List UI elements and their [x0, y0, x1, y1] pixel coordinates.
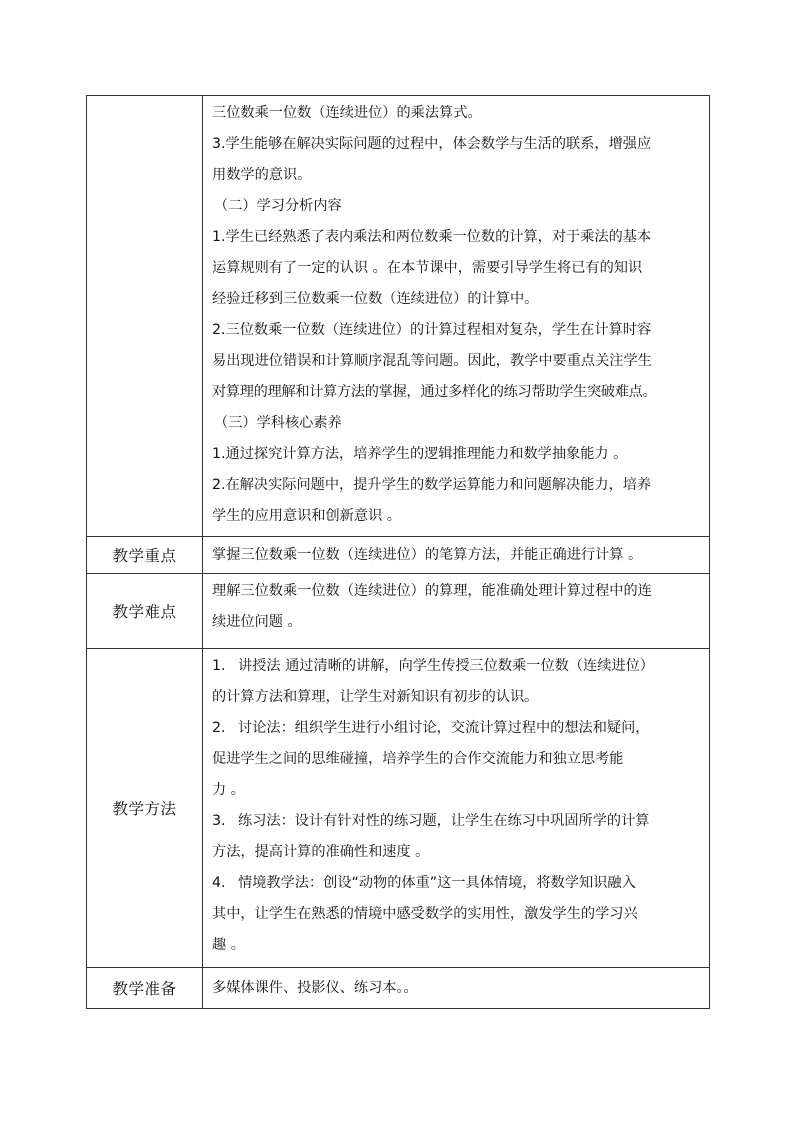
method-item-3	[212, 806, 709, 868]
row-label-preparation: 教学准备	[87, 968, 203, 1009]
text-line: 用数学的意识。	[212, 167, 312, 183]
heading-text: （三）学科核心素养	[214, 415, 342, 431]
text-line: 易出现进位错误和计算顺序混乱等问题。因此，教学中要重点关注学生	[212, 353, 652, 369]
list-number: 3.	[212, 813, 226, 829]
text-line: 方法，提高计算的准确性和速度 。	[212, 844, 430, 860]
core-item-2	[212, 470, 709, 532]
text-line: 的计算方法和算理，让学生对新知识有初步的认识。	[212, 689, 539, 705]
text-line: 多媒体课件、投影仪、练习本。。	[212, 979, 418, 996]
method-item-1	[212, 651, 709, 713]
text-line: 其中，让学生在熟悉的情境中感受数学的实用性，激发学生的学习兴	[212, 906, 638, 922]
text-line: 对算理的理解和计算方法的掌握，通过多样化的练习帮助学生突破难点。	[212, 384, 657, 400]
objective-item-3	[212, 129, 709, 191]
text-line: 理解三位数乘一位数（连续进位）的算理，能准确处理计算过程中的连	[212, 583, 652, 599]
text-line: 续进位问题 。	[212, 614, 302, 630]
preparation-content-cell	[203, 968, 710, 1009]
text-line: 力 。	[212, 782, 245, 798]
focus-row	[87, 537, 710, 574]
method-item-4	[212, 868, 709, 961]
analysis-item-2	[212, 315, 709, 408]
section-heading-analysis	[212, 191, 709, 222]
row-label-difficulty: 教学难点	[87, 574, 203, 649]
objective-continuation	[212, 98, 709, 129]
text-line: 2.三位数乘一位数（连续进位）的计算过程相对复杂，学生在计算时容	[212, 322, 652, 338]
text-line: 促进学生之间的思维碰撞，培养学生的合作交流能力和独立思考能	[212, 751, 624, 767]
row-label-empty	[87, 96, 203, 537]
text-line: 1.学生已经熟悉了表内乘法和两位数乘一位数的计算，对于乘法的基本	[212, 229, 652, 245]
difficulty-content-cell	[203, 574, 710, 649]
preparation-row	[87, 968, 710, 1009]
row-label-focus: 教学重点	[87, 537, 203, 574]
methods-row	[87, 649, 710, 968]
text-line: 1.通过探究计算方法，培养学生的逻辑推理能力和数学抽象能力 。	[212, 446, 628, 462]
text-line: 2.在解决实际问题中，提升学生的数学运算能力和问题解决能力，培养	[212, 477, 652, 493]
text-line: 掌握三位数乘一位数（连续进位）的笔算方法，并能正确进行计算 。	[212, 546, 643, 563]
text-line: 讨论法：组织学生进行小组讨论，交流计算过程中的想法和疑问，	[238, 720, 650, 736]
section-heading-core	[212, 408, 709, 439]
text-line: 情境教学法：创设“动物的体重”这一具体情境，将数学知识融入	[238, 875, 636, 891]
list-number: 1.	[212, 658, 226, 674]
list-number: 4.	[212, 875, 226, 891]
list-number: 2.	[212, 720, 226, 736]
text-line: 运算规则有了一定的认识 。在本节课中，需要引导学生将已有的知识	[212, 260, 643, 276]
method-item-2	[212, 713, 709, 806]
text-line: 练习法：设计有针对性的练习题，让学生在练习中巩固所学的计算	[238, 813, 650, 829]
objectives-continued-row	[87, 96, 710, 537]
text-line: 趣 。	[212, 937, 245, 953]
text-line: 三位数乘一位数（连续进位）的乘法算式。	[212, 105, 482, 121]
text-line: 学生的应用意识和创新意识 。	[212, 508, 401, 524]
analysis-item-1	[212, 222, 709, 315]
methods-content-cell	[203, 649, 710, 968]
row-label-methods: 教学方法	[87, 649, 203, 968]
lesson-plan-table	[86, 95, 710, 1009]
difficulty-row	[87, 574, 710, 649]
text-line: 3.学生能够在解决实际问题的过程中，体会数学与生活的联系，增强应	[212, 136, 652, 152]
objectives-content-cell	[203, 96, 710, 537]
text-line: 讲授法 通过清晰的讲解，向学生传授三位数乘一位数（连续进位）	[238, 658, 654, 674]
focus-content-cell	[203, 537, 710, 574]
heading-text: （二）学习分析内容	[214, 198, 342, 214]
text-line: 经验迁移到三位数乘一位数（连续进位）的计算中。	[212, 291, 539, 307]
core-item-1	[212, 439, 709, 470]
